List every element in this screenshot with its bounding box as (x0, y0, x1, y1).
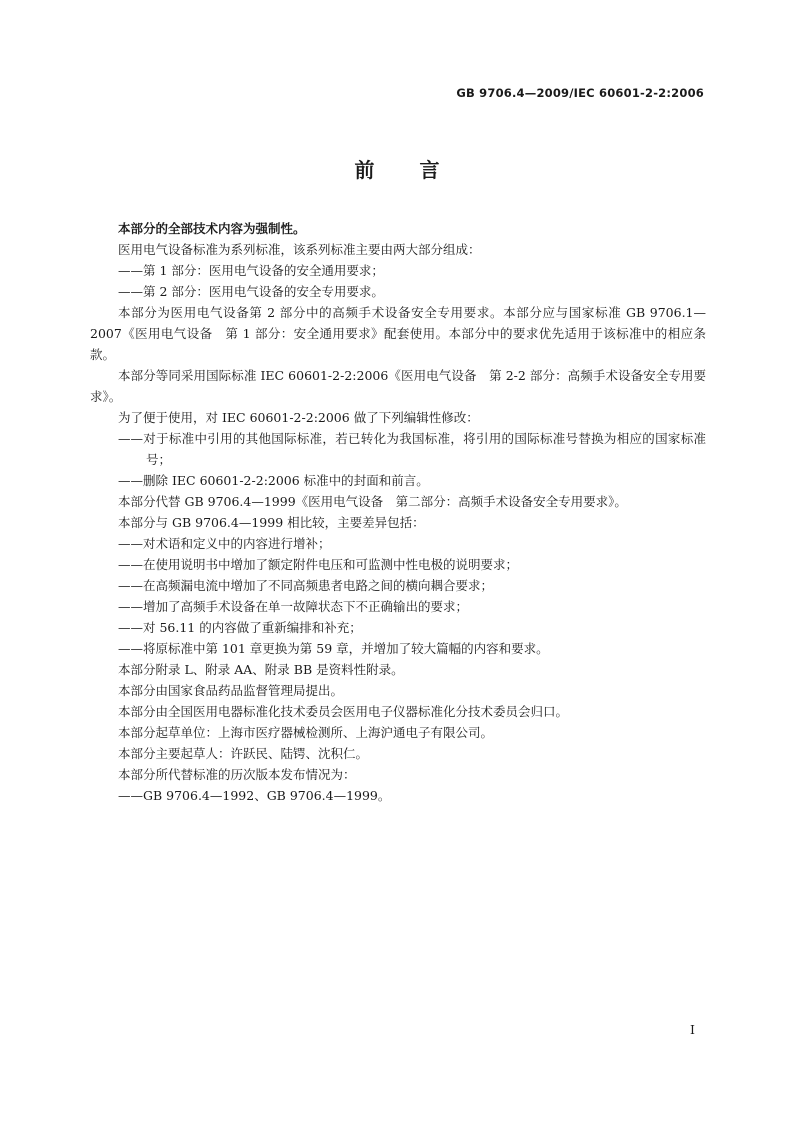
dash-item: ——在高频漏电流中增加了不同高频患者电路之间的横向耦合要求； (118, 578, 494, 593)
page-number: I (690, 1022, 695, 1037)
paragraph: 本部分与 GB 9706.4—1999 相比较，主要差异包括： (118, 515, 425, 530)
dash-item: ——在使用说明书中增加了额定附件电压和可监测中性电极的说明要求； (118, 557, 519, 572)
dash-item: ——GB 9706.4—1992、GB 9706.4—1999。 (118, 788, 391, 803)
paragraph: 本部分由国家食品药品监督管理局提出。 (118, 683, 344, 698)
dash-item: ——对术语和定义中的内容进行增补； (118, 536, 331, 551)
paragraph: 为了便于使用，对 IEC 60601-2-2:2006 做了下列编辑性修改： (118, 410, 479, 425)
dash-item: ——删除 IEC 60601-2-2:2006 标准中的封面和前言。 (118, 473, 429, 488)
paragraph: 本部分主要起草人：许跃民、陆锷、沈积仁。 (118, 746, 369, 761)
dash-item: ——第 2 部分：医用电气设备的安全专用要求。 (118, 284, 384, 299)
dash-item: ——对 56.11 的内容做了重新编排和补充； (118, 620, 362, 635)
paragraph: 本部分所代替标准的历次版本发布情况为： (118, 767, 356, 782)
dash-item: ——将原标准中第 101 章更换为第 59 章，并增加了较大篇幅的内容和要求。 (118, 641, 549, 656)
standard-code-header: GB 9706.4—2009/IEC 60601-2-2:2006 (456, 86, 704, 100)
paragraph-mandatory: 本部分的全部技术内容为强制性。 (118, 221, 306, 236)
paragraph: 本部分代替 GB 9706.4—1999《医用电气设备 第二部分：高频手术设备安全专用要求》。 (118, 494, 627, 509)
paragraph: 本部分附录 L、附录 AA、附录 BB 是资料性附录。 (118, 662, 404, 677)
dash-item: ——增加了高频手术设备在单一故障状态下不正确输出的要求； (118, 599, 469, 614)
dash-item: ——对于标准中引用的其他国际标准，若已转化为我国标准，将引用的国际标准号替换为相应的国家标准号； (118, 431, 706, 467)
paragraph: 本部分起草单位：上海市医疗器械检测所、上海沪通电子有限公司。 (118, 725, 494, 740)
paragraph: 本部分等同采用国际标准 IEC 60601-2-2:2006《医用电气设备 第 2-2 部分：高频手术设备安全专用要求》。 (90, 368, 706, 404)
paragraph: 本部分由全国医用电器标准化技术委员会医用电子仪器标准化分技术委员会归口。 (118, 704, 569, 719)
dash-item: ——第 1 部分：医用电气设备的安全通用要求； (118, 263, 384, 278)
paragraph: 医用电气设备标准为系列标准，该系列标准主要由两大部分组成： (118, 242, 481, 257)
document-body (90, 218, 706, 806)
paragraph: 本部分为医用电气设备第 2 部分中的高频手术设备安全专用要求。本部分应与国家标准 GB 9706.1—2007《医用电气设备 第 1 部分：安全通用要求》配套使用。本部分中的要求优先适用于该标准中的相应条款。 (90, 305, 706, 362)
page-title: 前 言 (354, 158, 440, 182)
